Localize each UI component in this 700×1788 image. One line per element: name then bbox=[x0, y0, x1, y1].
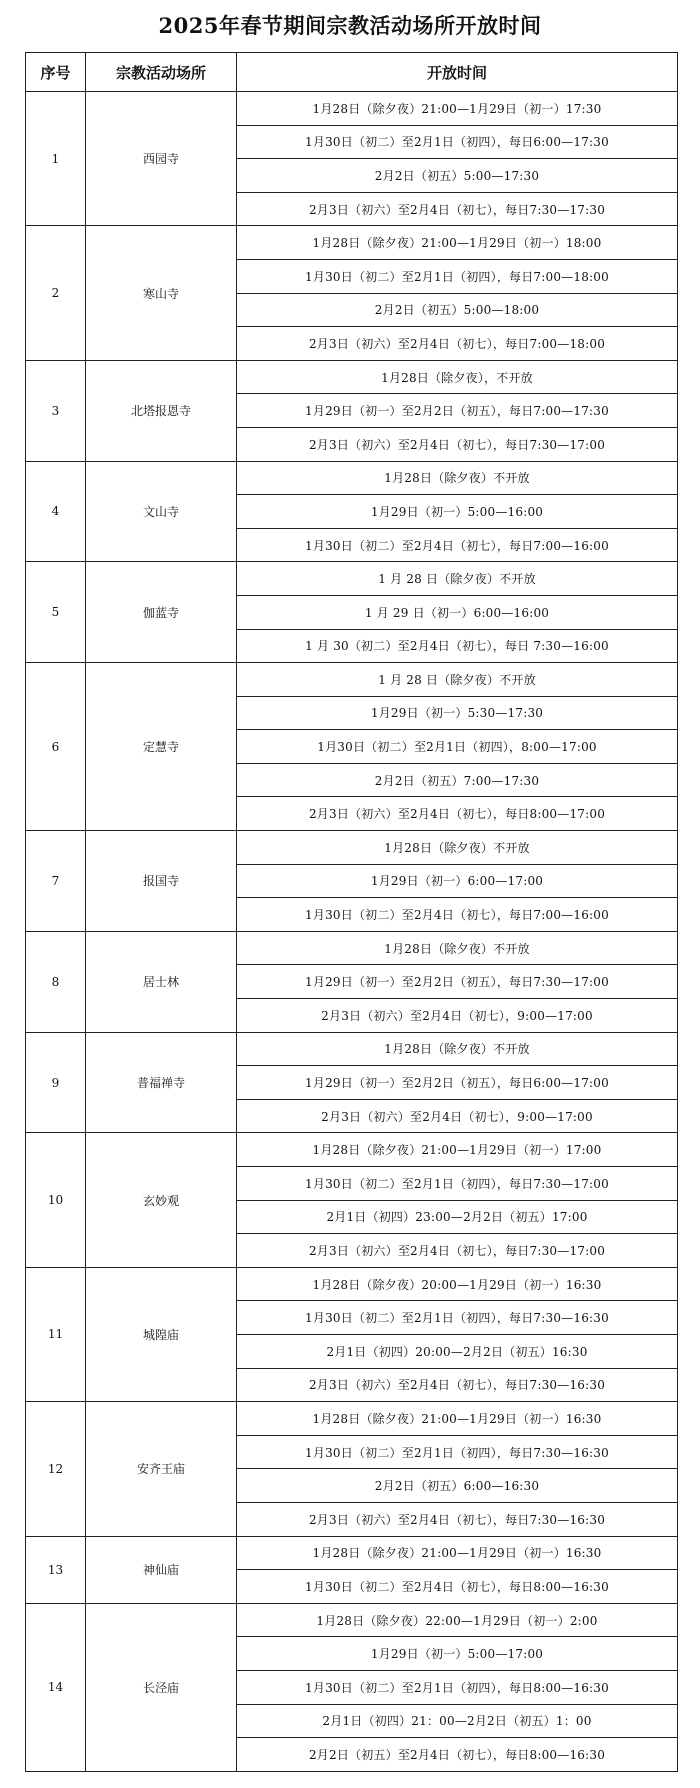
opening-time-cell: 2月3日（初六）至2月4日（初七），每日7:30—17:00 bbox=[237, 1234, 678, 1268]
opening-time-cell: 1月30日（初二）至2月4日（初七），每日7:00—16:00 bbox=[237, 898, 678, 932]
venue-name: 寒山寺 bbox=[86, 226, 237, 360]
opening-time-cell: 2月1日（初四）20:00—2月2日（初五）16:30 bbox=[237, 1334, 678, 1368]
opening-time-cell: 1月30日（初二）至2月1日（初四），每日7:30—17:00 bbox=[237, 1167, 678, 1201]
table-header-row bbox=[26, 53, 678, 92]
venue-number: 2 bbox=[26, 226, 86, 360]
venue-number: 7 bbox=[26, 831, 86, 932]
opening-time-cell: 2月2日（初五）7:00—17:30 bbox=[237, 763, 678, 797]
opening-time-cell: 2月3日（初六）至2月4日（初七），每日8:00—17:00 bbox=[237, 797, 678, 831]
opening-time-cell: 1月28日（除夕夜）21:00—1月29日（初一）18:00 bbox=[237, 226, 678, 260]
opening-time-cell: 1 月 29 日（初一）6:00—16:00 bbox=[237, 595, 678, 629]
table-row bbox=[26, 92, 678, 126]
venue-name: 玄妙观 bbox=[86, 1133, 237, 1267]
opening-time-cell: 1月28日（除夕夜）不开放 bbox=[237, 831, 678, 865]
venue-name: 北塔报恩寺 bbox=[86, 360, 237, 461]
table-row bbox=[26, 226, 678, 260]
opening-time-cell: 2月3日（初六）至2月4日（初七），每日7:30—17:00 bbox=[237, 427, 678, 461]
opening-time-cell: 1 月 30（初二）至2月4日（初七），每日 7:30—16:00 bbox=[237, 629, 678, 663]
opening-time-cell: 1月30日（初二）至2月1日（初四），8:00—17:00 bbox=[237, 730, 678, 764]
venue-number: 13 bbox=[26, 1536, 86, 1603]
header-no: 序号 bbox=[26, 53, 86, 92]
venue-name: 神仙庙 bbox=[86, 1536, 237, 1603]
opening-time-cell: 1月28日（除夕夜）不开放 bbox=[237, 461, 678, 495]
opening-time-cell: 1月29日（初一）至2月2日（初五），每日6:00—17:00 bbox=[237, 1066, 678, 1100]
venue-number: 10 bbox=[26, 1133, 86, 1267]
table-row bbox=[26, 1133, 678, 1167]
opening-time-cell: 1月29日（初一）5:00—16:00 bbox=[237, 495, 678, 529]
table-row bbox=[26, 360, 678, 394]
venue-number: 5 bbox=[26, 562, 86, 663]
venue-name: 报国寺 bbox=[86, 831, 237, 932]
venue-number: 8 bbox=[26, 931, 86, 1032]
venue-name: 安齐王庙 bbox=[86, 1402, 237, 1536]
table-row bbox=[26, 663, 678, 697]
table-row bbox=[26, 461, 678, 495]
opening-time-cell: 1月30日（初二）至2月1日（初四），每日6:00—17:30 bbox=[237, 125, 678, 159]
venue-name: 居士林 bbox=[86, 931, 237, 1032]
opening-time-cell: 1月30日（初二）至2月1日（初四），每日7:30—16:30 bbox=[237, 1301, 678, 1335]
venue-number: 1 bbox=[26, 92, 86, 226]
opening-time-cell: 1月28日（除夕夜）21:00—1月29日（初一）16:30 bbox=[237, 1402, 678, 1436]
table-row bbox=[26, 1032, 678, 1066]
opening-time-cell: 1 月 28 日（除夕夜）不开放 bbox=[237, 562, 678, 596]
table-row bbox=[26, 831, 678, 865]
opening-time-cell: 1月30日（初二）至2月1日（初四），每日7:00—18:00 bbox=[237, 259, 678, 293]
opening-time-cell: 2月3日（初六）至2月4日（初七），每日7:00—18:00 bbox=[237, 327, 678, 361]
table-row bbox=[26, 1536, 678, 1570]
opening-time-cell: 2月3日（初六）至2月4日（初七），每日7:30—17:30 bbox=[237, 192, 678, 226]
venue-number: 11 bbox=[26, 1267, 86, 1401]
venue-number: 9 bbox=[26, 1032, 86, 1133]
venue-number: 3 bbox=[26, 360, 86, 461]
opening-time-cell: 1月28日（除夕夜）不开放 bbox=[237, 1032, 678, 1066]
venue-name: 长泾庙 bbox=[86, 1603, 237, 1771]
opening-time-cell: 1月30日（初二）至2月1日（初四），每日8:00—16:30 bbox=[237, 1670, 678, 1704]
opening-time-cell: 2月3日（初六）至2月4日（初七），每日7:30—16:30 bbox=[237, 1502, 678, 1536]
opening-time-cell: 2月2日（初五）6:00—16:30 bbox=[237, 1469, 678, 1503]
opening-time-cell: 2月2日（初五）至2月4日（初七），每日8:00—16:30 bbox=[237, 1738, 678, 1772]
venue-number: 6 bbox=[26, 663, 86, 831]
opening-time-cell: 1月29日（初一）5:30—17:30 bbox=[237, 696, 678, 730]
opening-time-cell: 1月28日（除夕夜）22:00—1月29日（初一）2:00 bbox=[237, 1603, 678, 1637]
table-body bbox=[26, 92, 678, 1772]
opening-time-cell: 1月30日（初二）至2月4日（初七），每日7:00—16:00 bbox=[237, 528, 678, 562]
opening-time-cell: 1月28日（除夕夜）21:00—1月29日（初一）17:30 bbox=[237, 92, 678, 126]
opening-time-cell: 1月29日（初一）6:00—17:00 bbox=[237, 864, 678, 898]
opening-time-cell: 2月3日（初六）至2月4日（初七），9:00—17:00 bbox=[237, 999, 678, 1033]
table-row bbox=[26, 1267, 678, 1301]
opening-time-cell: 1 月 28 日（除夕夜）不开放 bbox=[237, 663, 678, 697]
opening-time-cell: 2月1日（初四）21：00—2月2日（初五）1：00 bbox=[237, 1704, 678, 1738]
opening-hours-table bbox=[25, 52, 678, 1772]
opening-time-cell: 1月28日（除夕夜）不开放 bbox=[237, 931, 678, 965]
opening-time-cell: 1月30日（初二）至2月4日（初七），每日8:00—16:30 bbox=[237, 1570, 678, 1604]
venue-name: 定慧寺 bbox=[86, 663, 237, 831]
opening-time-cell: 2月3日（初六）至2月4日（初七），9:00—17:00 bbox=[237, 1099, 678, 1133]
header-time: 开放时间 bbox=[237, 53, 678, 92]
venue-name: 伽蓝寺 bbox=[86, 562, 237, 663]
venue-number: 14 bbox=[26, 1603, 86, 1771]
opening-time-cell: 1月29日（初一）至2月2日（初五），每日7:00—17:30 bbox=[237, 394, 678, 428]
venue-name: 城隍庙 bbox=[86, 1267, 237, 1401]
header-venue: 宗教活动场所 bbox=[86, 53, 237, 92]
opening-time-cell: 2月2日（初五）5:00—18:00 bbox=[237, 293, 678, 327]
opening-time-cell: 2月2日（初五）5:00—17:30 bbox=[237, 159, 678, 193]
table-row bbox=[26, 562, 678, 596]
opening-time-cell: 1月29日（初一）至2月2日（初五），每日7:30—17:00 bbox=[237, 965, 678, 999]
venue-number: 12 bbox=[26, 1402, 86, 1536]
venue-number: 4 bbox=[26, 461, 86, 562]
venue-name: 普福禅寺 bbox=[86, 1032, 237, 1133]
venue-name: 文山寺 bbox=[86, 461, 237, 562]
venue-name: 西园寺 bbox=[86, 92, 237, 226]
opening-time-cell: 1月29日（初一）5:00—17:00 bbox=[237, 1637, 678, 1671]
opening-time-cell: 1月28日（除夕夜）21:00—1月29日（初一）16:30 bbox=[237, 1536, 678, 1570]
opening-time-cell: 1月28日（除夕夜）20:00—1月29日（初一）16:30 bbox=[237, 1267, 678, 1301]
opening-time-cell: 2月1日（初四）23:00—2月2日（初五）17:00 bbox=[237, 1200, 678, 1234]
opening-time-cell: 1月30日（初二）至2月1日（初四），每日7:30—16:30 bbox=[237, 1435, 678, 1469]
page-title: 2025年春节期间宗教活动场所开放时间 bbox=[158, 13, 542, 38]
table-row bbox=[26, 1402, 678, 1436]
opening-time-cell: 2月3日（初六）至2月4日（初七），每日7:30—16:30 bbox=[237, 1368, 678, 1402]
table-row bbox=[26, 931, 678, 965]
opening-time-cell: 1月28日（除夕夜），不开放 bbox=[237, 360, 678, 394]
table-row bbox=[26, 1603, 678, 1637]
opening-time-cell: 1月28日（除夕夜）21:00—1月29日（初一）17:00 bbox=[237, 1133, 678, 1167]
